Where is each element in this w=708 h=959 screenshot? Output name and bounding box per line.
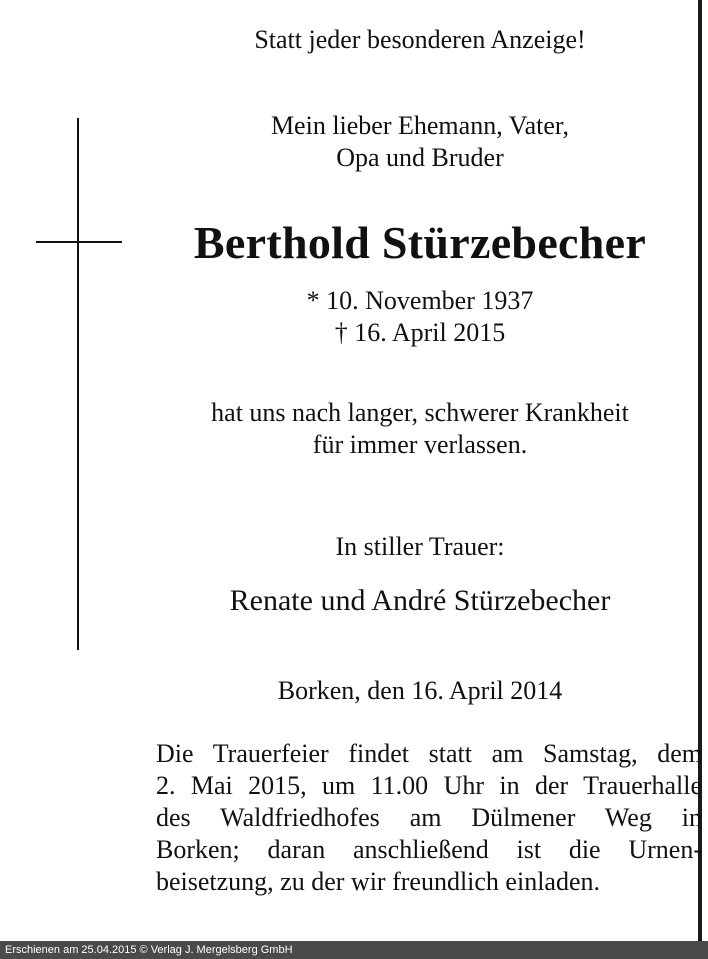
mourning-label: In stiller Trauer: [335,532,505,561]
message-line: hat uns nach langer, schwerer Krankheit [211,398,629,427]
funeral-info-line: Die Trauerfeier findet statt am Samstag, dem [156,739,702,768]
funeral-info-line: beisetzung, zu der wir freundlich einladen. [156,867,600,896]
funeral-info-line: Borken; daran anschließend ist die Urnen- [156,835,702,864]
birth-date: * 10. November 1937 [306,286,534,315]
intro-text [140,110,700,174]
message-line: für immer verlassen. [312,430,528,459]
cross-icon-horizontal-bar [36,241,122,243]
cross-icon-vertical-bar [77,118,79,650]
intro-line: Mein lieber Ehemann, Vater, [270,111,570,140]
footer-text: Erschienen am 25.04.2015 © Verlag J. Mergelsberg GmbH [5,944,293,956]
header-text: Statt jeder besonderen Anzeige! [254,25,586,54]
funeral-info-line: 2. Mai 2015, um 11.00 Uhr in der Trauerhalle [156,771,702,800]
deceased-name: Berthold Stürzebecher [193,217,647,268]
life-dates [140,285,700,349]
publication-footer [0,941,708,959]
place-date: Borken, den 16. April 2014 [277,676,563,705]
message-text [140,397,700,461]
funeral-info [156,738,702,898]
funeral-info-line: des Waldfriedhofes am Dülmener Weg in [156,803,702,832]
intro-line: Opa und Bruder [336,143,504,172]
family-names: Renate und André Stürzebecher [229,584,611,617]
death-date: † 16. April 2015 [334,318,506,347]
